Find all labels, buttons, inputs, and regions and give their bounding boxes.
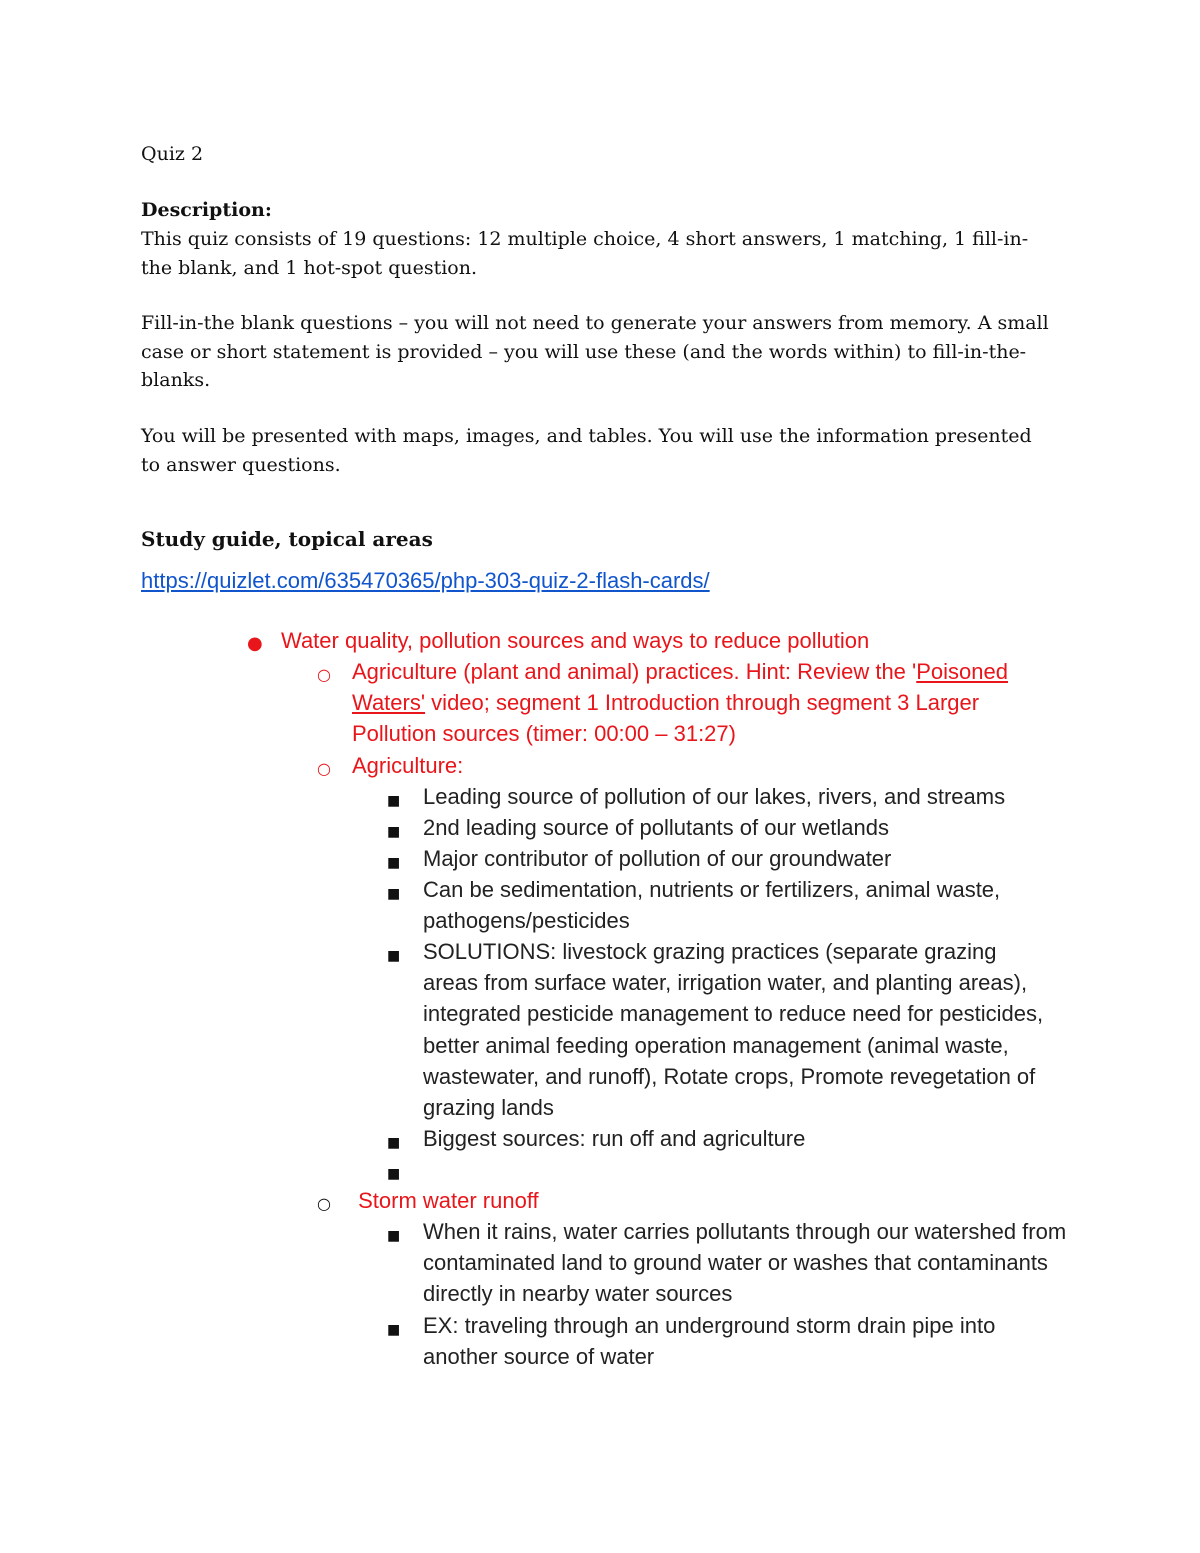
bullet-square-icon: ■ — [387, 1322, 401, 1338]
bullet-square-icon: ■ — [387, 948, 401, 964]
page-title: Quiz 2 — [141, 143, 204, 165]
ag-practices-pre: Agriculture (plant and animal) practices. Hint: Review the ' — [352, 659, 917, 684]
fill-in-paragraph: Fill-in-the blank questions – you will not need to generate your answers from memory. A small case or short statement is provided – you will use these (and the words within) to fill-in-the-blanks. — [141, 312, 1049, 391]
topic-water-quality: Water quality, pollution sources and ways to reduce pollution — [281, 628, 870, 653]
study-guide-heading: Study guide, topical areas — [141, 527, 433, 551]
storm-item: When it rains, water carries pollutants through our watershed from contaminated land to ground water or washes that contaminants directly in nearby water sources — [423, 1219, 1067, 1307]
bullet-dot-icon: ● — [247, 633, 263, 654]
poisoned-waters-link[interactable]: Poisoned Waters' — [352, 659, 1008, 716]
storm-item: EX: traveling through an underground storm drain pipe into another source of water — [423, 1313, 996, 1370]
storm-water-label: Storm water runoff — [352, 1188, 539, 1213]
quizlet-link[interactable]: https://quizlet.com/635470365/php-303-quiz-2-flash-cards/ — [141, 568, 710, 593]
agriculture-solutions: SOLUTIONS: livestock grazing practices (separate grazing areas from surface water, irrigation water, and planting areas), integrated pesticide management to reduce need for pesticides, better animal feeding operation management (animal waste, wastewater, and runoff), Rotate crops, Promote revegetation of grazing lands — [423, 939, 1044, 1121]
bullet-circle-icon: ○ — [317, 1194, 331, 1213]
bullet-square-icon: ■ — [387, 1135, 401, 1151]
bullet-square-icon: ■ — [387, 824, 401, 840]
bullet-circle-icon: ○ — [317, 665, 331, 684]
description-heading: Description: — [141, 199, 272, 221]
agriculture-item: Biggest sources: run off and agriculture — [423, 1126, 806, 1151]
bullet-square-icon: ■ — [387, 1228, 401, 1244]
bullet-square-icon: ■ — [387, 793, 401, 809]
agriculture-item: 2nd leading source of pollutants of our wetlands — [423, 815, 889, 840]
ag-practices-post: video; segment 1 Introduction through segment 3 Larger Pollution sources (timer: 00:00 – 31:27) — [352, 690, 980, 747]
agriculture-item: Can be sedimentation, nutrients or fertilizers, animal waste, pathogens/pesticides — [423, 877, 1001, 934]
bullet-square-icon: ■ — [387, 886, 401, 902]
maps-paragraph: You will be presented with maps, images, and tables. You will use the information presented to answer questions. — [141, 425, 1032, 476]
description-body: This quiz consists of 19 questions: 12 multiple choice, 4 short answers, 1 matching, 1 fill-in-the blank, and 1 hot-spot question. — [141, 228, 1029, 279]
bullet-square-icon: ■ — [387, 1166, 401, 1182]
agriculture-item: Leading source of pollution of our lakes, rivers, and streams — [423, 784, 1006, 809]
agriculture-item: Major contributor of pollution of our groundwater — [423, 846, 892, 871]
agriculture-practices-text — [352, 656, 1052, 750]
agriculture-label: Agriculture: — [352, 753, 464, 778]
bullet-square-icon: ■ — [387, 855, 401, 871]
bullet-circle-icon: ○ — [317, 759, 331, 778]
